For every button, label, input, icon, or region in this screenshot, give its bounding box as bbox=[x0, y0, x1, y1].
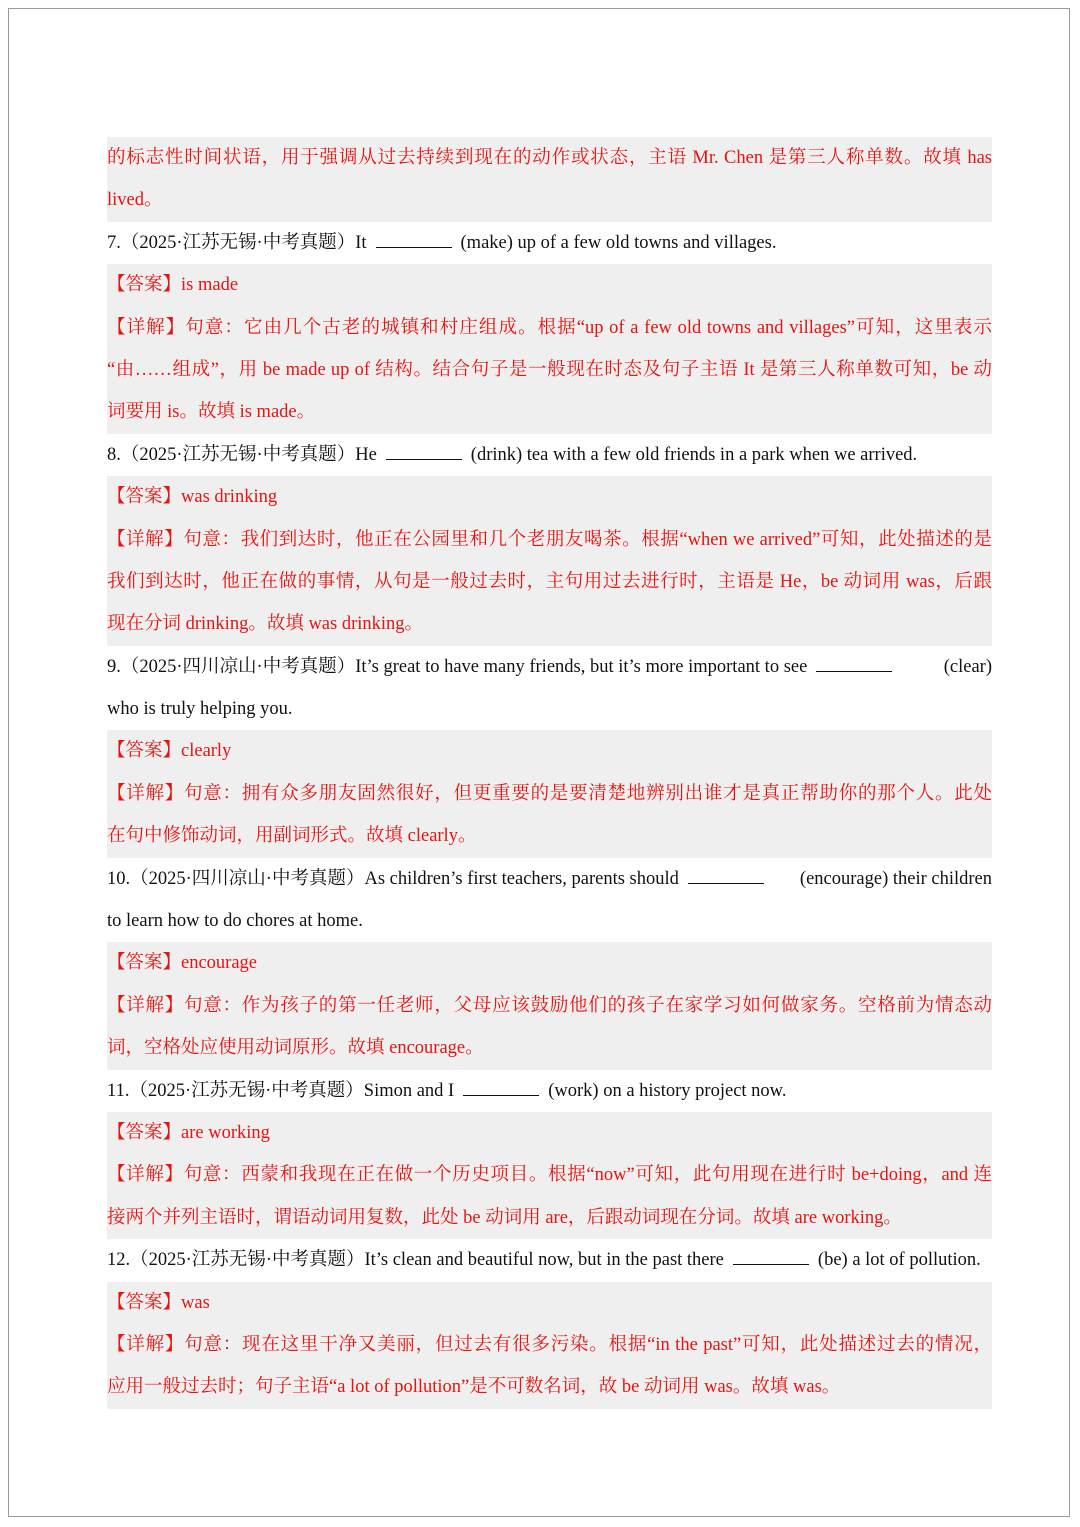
question-line bbox=[107, 222, 992, 264]
explanation-line: 的标志性时间状语，用于强调从过去持续到现在的动作或状态，主语 Mr. Chen 是第三人称单数。故填 has bbox=[107, 148, 992, 168]
answer-blank bbox=[688, 868, 764, 884]
question-lead bbox=[107, 222, 461, 264]
question-stem: He bbox=[355, 444, 377, 465]
question-source: （2025·四川凉山·中考真题） bbox=[130, 868, 365, 889]
question-line bbox=[107, 646, 992, 688]
explanation-line: 在句中修饰动词，用副词形式。故填 clearly。 bbox=[107, 826, 477, 847]
explanation-line: “由……组成”，用 be made up of 结构。结合句子是一般现在时态及句子主语 It 是第三人称单数可知，be 动 bbox=[107, 359, 992, 380]
answer-text: 【答案】was drinking bbox=[107, 487, 278, 508]
answer-text: 【答案】was bbox=[107, 1292, 210, 1313]
explanation-block bbox=[107, 1324, 992, 1409]
question-number: 10. bbox=[107, 868, 131, 889]
answer-text: 【答案】are working bbox=[107, 1122, 270, 1143]
explanation-block bbox=[107, 519, 992, 646]
explanation-line: 【详解】句意：作为孩子的第一任老师，父母应该鼓励他们的孩子在家学习如何做家务。空格前为情态动 bbox=[107, 995, 992, 1016]
question-stem-after: (drink) tea with a few old friends in a park when we arrived. bbox=[470, 444, 918, 465]
question-source: （2025·江苏无锡·中考真题） bbox=[129, 1080, 364, 1101]
question-10 bbox=[107, 858, 992, 943]
question-stem-after: (be) a lot of pollution. bbox=[817, 1250, 981, 1271]
explanation-line: 词，空格处应使用动词原形。故填 encourage。 bbox=[107, 1038, 484, 1059]
explanation-line: 【详解】句意：拥有众多朋友固然很好，但更重要的是要清楚地辨别出谁才是真正帮助你的那个人。此处 bbox=[107, 783, 992, 804]
explanation-line: 接两个并列主语时，谓语动词用复数，此处 be 动词用 are，后跟动词现在分词。故填 are working。 bbox=[107, 1207, 902, 1228]
question-stem: Simon and I bbox=[363, 1080, 455, 1101]
question-11 bbox=[107, 1070, 992, 1112]
question-line bbox=[107, 1070, 992, 1112]
question-stem: It bbox=[355, 232, 367, 253]
question-lead bbox=[107, 646, 901, 688]
answer-text: 【答案】encourage bbox=[107, 953, 258, 974]
explanation-block bbox=[107, 1154, 992, 1239]
question-source: （2025·四川凉山·中考真题） bbox=[120, 656, 356, 677]
question-source: （2025·江苏无锡·中考真题） bbox=[120, 232, 356, 253]
question-source: （2025·江苏无锡·中考真题） bbox=[130, 1250, 365, 1271]
answer-block bbox=[107, 264, 992, 306]
answer-blank bbox=[733, 1249, 809, 1265]
question-number: 9. bbox=[107, 656, 121, 677]
question-stem-after: (work) on a history project now. bbox=[548, 1080, 787, 1101]
question-stem-after: (make) up of a few old towns and villages. bbox=[460, 232, 777, 253]
answer-block bbox=[107, 730, 992, 772]
answer-blank bbox=[376, 232, 452, 248]
question-source: （2025·江苏无锡·中考真题） bbox=[120, 444, 356, 465]
answer-block bbox=[107, 1112, 992, 1154]
question-continuation: who is truly helping you. bbox=[107, 699, 293, 720]
explanation-line: 词要用 is。故填 is made。 bbox=[107, 402, 316, 423]
explanation-line: 【详解】句意：它由几个古老的城镇和村庄组成。根据“up of a few old towns and villages”可知，这里表示 bbox=[107, 317, 992, 338]
answer-blank bbox=[386, 444, 462, 460]
answer-block bbox=[107, 1282, 992, 1324]
question-line bbox=[107, 1239, 992, 1281]
question-number: 8. bbox=[107, 444, 121, 465]
answer-block bbox=[107, 942, 992, 984]
question-line bbox=[107, 434, 992, 476]
explanation-line: 【详解】句意：西蒙和我现在正在做一个历史项目。根据“now”可知，此句用现在进行时 be+doing，and 连 bbox=[107, 1165, 992, 1186]
question-12 bbox=[107, 1239, 992, 1281]
explanation-line: lived。 bbox=[107, 190, 163, 211]
question-stem-after: (encourage) their children bbox=[799, 868, 992, 889]
explanation-line: 我们到达时，他正在做的事情，从句是一般过去时，主句用过去进行时，主语是 He，be 动词用 was，后跟 bbox=[107, 571, 992, 592]
question-stem: It’s great to have many friends, but it’s more important to see bbox=[355, 656, 808, 677]
question-8 bbox=[107, 434, 992, 476]
question-lead bbox=[107, 1070, 548, 1112]
explanation-line: 【详解】句意：现在这里干净又美丽，但过去有很多污染。根据“in the past”可知，此处描述过去的情况， bbox=[107, 1334, 992, 1355]
exercise-content bbox=[107, 137, 992, 1409]
explanation-block bbox=[107, 307, 992, 434]
question-line bbox=[107, 858, 992, 900]
question-7 bbox=[107, 222, 992, 264]
answer-block bbox=[107, 476, 992, 518]
question-lead bbox=[107, 858, 773, 900]
explanation-line: 现在分词 drinking。故填 was drinking。 bbox=[107, 614, 424, 635]
answer-blank bbox=[816, 656, 892, 672]
explanation-block bbox=[107, 985, 992, 1070]
explanation-line: 应用一般过去时；句子主语“a lot of pollution”是不可数名词，故 be 动词用 was。故填 was。 bbox=[107, 1377, 841, 1398]
document-page bbox=[8, 8, 1070, 1517]
question-stem-after: (clear) bbox=[943, 656, 992, 677]
question-number: 11. bbox=[107, 1080, 130, 1101]
question-9 bbox=[107, 646, 992, 731]
question-continuation: to learn how to do chores at home. bbox=[107, 911, 363, 932]
explanation-line: 【详解】句意：我们到达时，他正在公园里和几个老朋友喝茶。根据“when we arrived”可知，此处描述的是 bbox=[107, 529, 992, 550]
answer-text: 【答案】clearly bbox=[107, 741, 232, 762]
question-lead bbox=[107, 434, 471, 476]
explanation-block bbox=[107, 137, 992, 222]
explanation-block bbox=[107, 773, 992, 858]
question-stem: It’s clean and beautiful now, but in the past there bbox=[364, 1250, 724, 1271]
answer-text: 【答案】is made bbox=[107, 275, 239, 296]
question-number: 12. bbox=[107, 1250, 131, 1271]
question-number: 7. bbox=[107, 232, 121, 253]
question-stem: As children’s first teachers, parents should bbox=[364, 868, 679, 889]
question-lead bbox=[107, 1239, 818, 1281]
answer-blank bbox=[463, 1080, 539, 1096]
